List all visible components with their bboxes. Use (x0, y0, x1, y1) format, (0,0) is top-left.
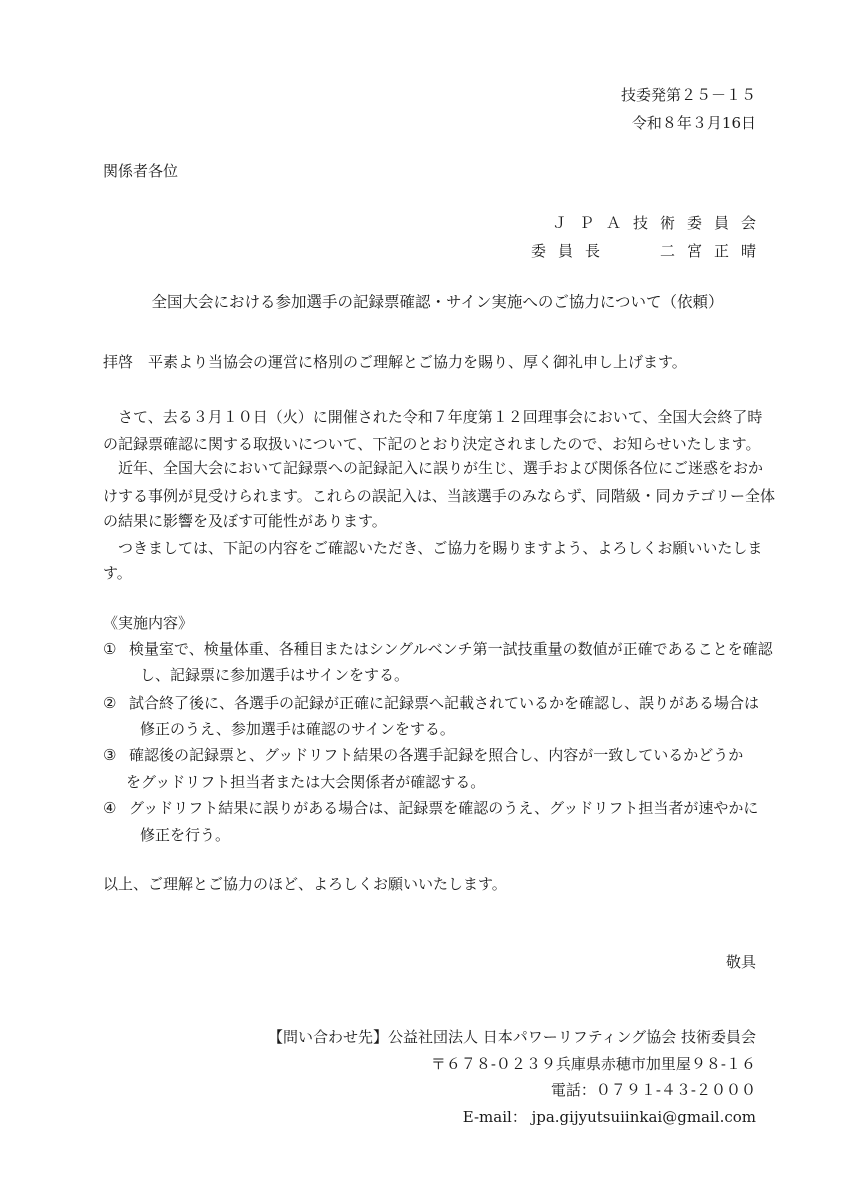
document-date: 令和８年３月16日 (631, 114, 756, 132)
item-text: 確認後の記録票と、グッドリフト結果の各選手記録を照合し、内容が一致しているかどうか (129, 746, 744, 764)
section-heading: 《実施内容》 (103, 614, 194, 632)
sender-organization: ＪＰＡ技術委員会 (551, 214, 768, 232)
item-number: ① (103, 640, 117, 658)
item-number: ② (103, 694, 117, 712)
item-number: ③ (103, 746, 117, 764)
contact-address: 〒６７８-０２３９兵庫県赤穂市加里屋９８-１６ (430, 1055, 756, 1073)
addressee: 関係者各位 (103, 162, 179, 180)
body-line: す。 (103, 564, 132, 582)
body-line: けする事例が見受けられます。これらの誤記入は、当該選手のみならず、同階級・同カテゴリー全体 (103, 487, 776, 505)
contact-email[interactable]: E-mail： jpa.gijyutsuiinkai@gmail.com (462, 1108, 756, 1126)
body-line: つきましては、下記の内容をご確認いただき、ご協力を賜りますよう、よろしくお願いいたしま (118, 539, 763, 557)
item-text: 修正を行う。 (140, 826, 231, 844)
item-text: 修正のうえ、参加選手は確認のサインをする。 (140, 720, 455, 738)
item-text: し、記録票に参加選手はサインをする。 (140, 666, 409, 684)
sender-name: 二宮正晴 (659, 242, 768, 260)
body-line: の記録票確認に関する取扱いについて、下記のとおり決定されましたので、お知らせいたします。 (103, 435, 761, 453)
closing-remark: 以上、ご理解とご協力のほど、よろしくお願いいたします。 (103, 875, 507, 893)
document-title: 全国大会における参加選手の記録票確認・サイン実施へのご協力について（依頼） (151, 293, 724, 311)
sender-title: 委員長 (530, 242, 612, 260)
greeting: 拝啓 平素より当協会の運営に格別のご理解とご協力を賜り、厚く御礼申し上げます。 (103, 353, 687, 371)
item-text: をグッドリフト担当者または大会関係者が確認する。 (126, 773, 486, 791)
body-line: 近年、全国大会において記録票への記録記入に誤りが生じ、選手および関係各位にご迷惑をおか (118, 459, 764, 477)
closing-salutation: 敬具 (725, 953, 756, 971)
item-text: グッドリフト結果に誤りがある場合は、記録票を確認のうえ、グッドリフト担当者が速やかに (129, 799, 759, 817)
item-number: ④ (103, 799, 117, 817)
item-text: 検量室で、検量体重、各種目またはシングルベンチ第一試技重量の数値が正確であることを確認 (129, 640, 773, 658)
sender-chair (530, 242, 768, 260)
contact-phone: 電話：０７９１-４３-２０００ (550, 1081, 756, 1099)
body-line: さて、去る３月１０日（火）に開催された令和７年度第１２回理事会において、全国大会終了時 (118, 408, 763, 426)
contact-heading: 【問い合わせ先】公益社団法人 日本パワーリフティング協会 技術委員会 (267, 1028, 756, 1046)
item-text: 試合終了後に、各選手の記録が正確に記録票へ記載されているかを確認し、誤りがある場合は (129, 694, 760, 712)
document-number: 技委発第２５－１５ (620, 86, 756, 104)
body-line: の結果に影響を及ぼす可能性があります。 (103, 512, 387, 530)
